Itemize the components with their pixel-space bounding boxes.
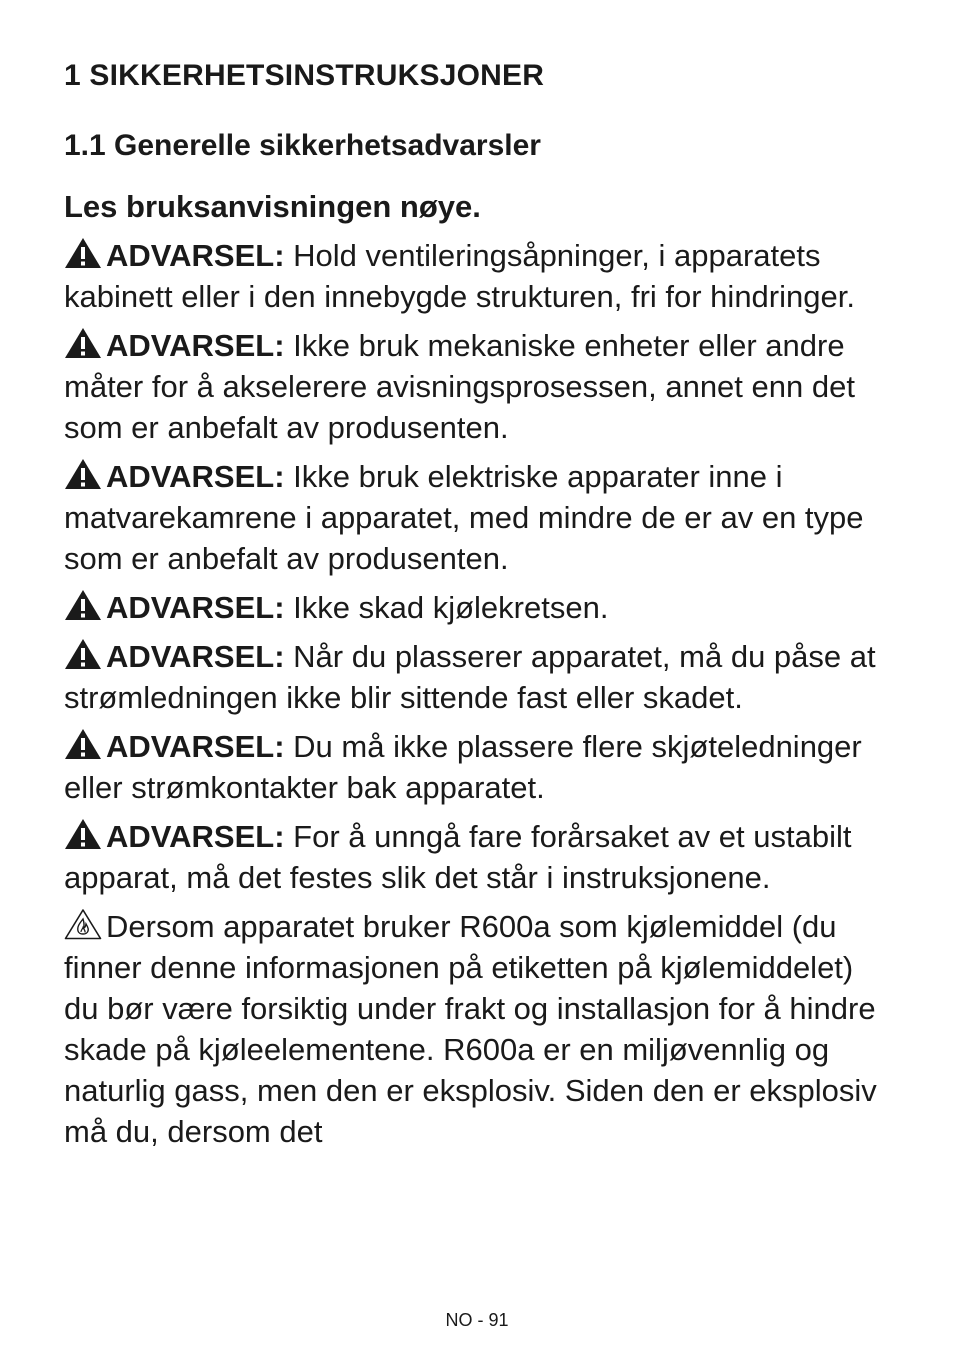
flammable-warning-icon bbox=[64, 908, 102, 940]
warning-text: Hold ventileringsåpninger, i apparatets kabinett eller i den innebygde strukturen, fri for hindringer. bbox=[64, 238, 855, 314]
warning-paragraph bbox=[64, 325, 894, 448]
section-heading: 1 SIKKERHETSINSTRUKSJONER bbox=[64, 59, 545, 92]
flammable-note-paragraph bbox=[64, 906, 894, 1152]
warning-text: Når du plasserer apparatet, må du påse at strømledningen ikke blir sittende fast eller skadet. bbox=[64, 639, 876, 715]
warning-label: ADVARSEL: bbox=[106, 819, 285, 854]
document-page bbox=[64, 56, 894, 1152]
warning-text: For å unngå fare forårsaket av et ustabilt apparat, må det festes slik det står i instruksjonene. bbox=[64, 819, 852, 895]
warning-paragraph bbox=[64, 816, 894, 898]
warning-text: Du må ikke plassere flere skjøteledninger eller strømkontakter bak apparatet. bbox=[64, 729, 862, 805]
lead-instruction: Les bruksanvisningen nøye. bbox=[64, 189, 481, 224]
warning-paragraph bbox=[64, 726, 894, 808]
warning-triangle-icon bbox=[64, 327, 102, 359]
warning-label: ADVARSEL: bbox=[106, 328, 285, 363]
subsection-heading: 1.1 Generelle sikkerhetsadvarsler bbox=[64, 129, 541, 162]
flammable-note-text: Dersom apparatet bruker R600a som kjølemiddel (du finner denne informasjonen på etiketten på kjølemiddelet) du bør være forsiktig under frakt og installasjon for å hindre skade på kjøleelementene. R600a er en miljøvennlig og naturlig gass, men den er eksplosiv. Siden den er eksplosiv må du, dersom det bbox=[64, 909, 877, 1149]
warning-triangle-icon bbox=[64, 458, 102, 490]
warning-label: ADVARSEL: bbox=[106, 729, 285, 764]
warning-triangle-icon bbox=[64, 589, 102, 621]
warning-text: Ikke skad kjølekretsen. bbox=[284, 590, 609, 625]
warning-text: Ikke bruk elektriske apparater inne i matvarekamrene i apparatet, med mindre de er av en type som er anbefalt av produsenten. bbox=[64, 459, 864, 576]
warning-label: ADVARSEL: bbox=[106, 590, 285, 625]
warning-triangle-icon bbox=[64, 728, 102, 760]
warning-label: ADVARSEL: bbox=[106, 238, 285, 273]
warning-text: Ikke bruk mekaniske enheter eller andre måter for å akselerere avisningsprosessen, annet enn det som er anbefalt av produsenten. bbox=[64, 328, 855, 445]
warning-triangle-icon bbox=[64, 818, 102, 850]
warning-triangle-icon bbox=[64, 237, 102, 269]
warning-paragraph bbox=[64, 235, 894, 317]
warning-paragraph bbox=[64, 456, 894, 579]
warning-label: ADVARSEL: bbox=[106, 459, 285, 494]
warning-paragraph bbox=[64, 587, 894, 628]
warning-paragraph bbox=[64, 636, 894, 718]
warning-label: ADVARSEL: bbox=[106, 639, 285, 674]
warning-triangle-icon bbox=[64, 638, 102, 670]
page-number: NO - 91 bbox=[445, 1310, 509, 1330]
